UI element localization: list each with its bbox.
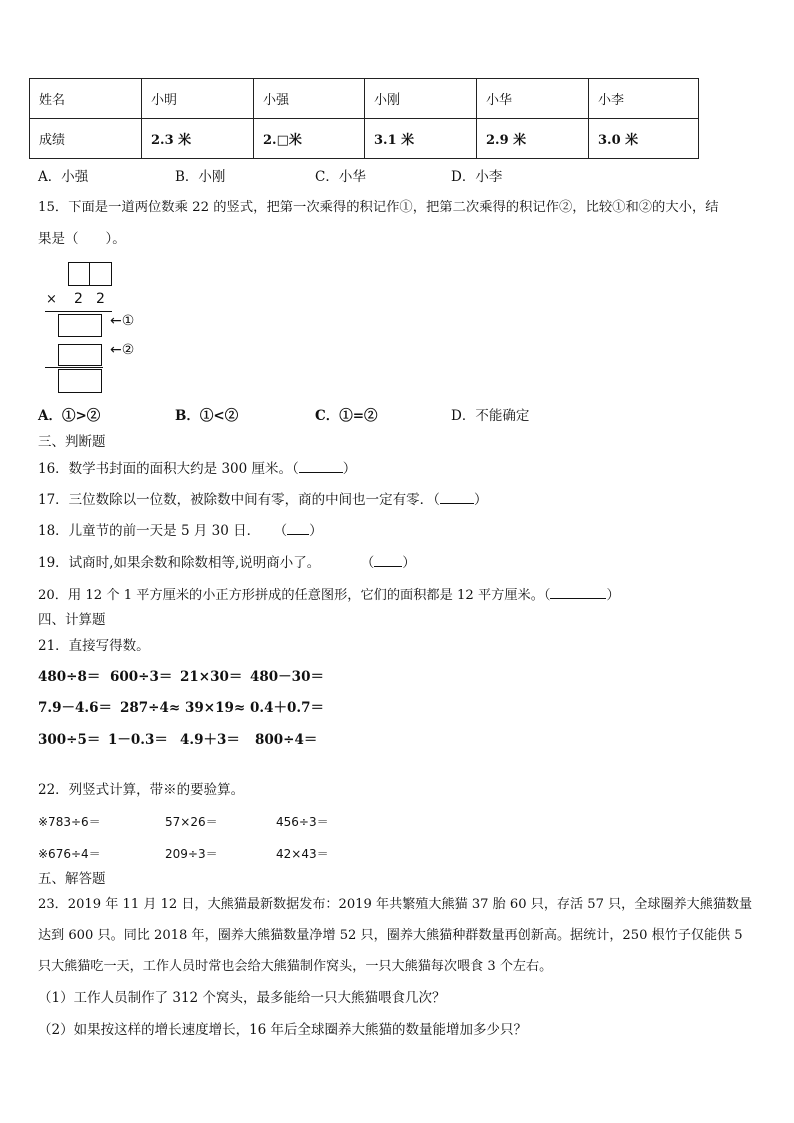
option-c: C．①=② (315, 408, 378, 424)
calc-item: 800÷4＝ (255, 732, 318, 748)
result-box (58, 369, 102, 393)
question-16: 16．数学书封面的面积大约是 300 厘米。（ ） (38, 458, 356, 479)
calc-item: 21×30＝ (180, 669, 243, 685)
vertical-calc-item: 42×43＝ (276, 847, 329, 861)
calc-item: 1－0.3＝ (108, 732, 168, 748)
table-cell: 小刚 (365, 79, 477, 119)
calc-item: 7.9－4.6＝ (38, 700, 112, 716)
calc-item: 287÷4≈ (120, 700, 181, 716)
product-box-2 (58, 344, 102, 366)
vertical-calc-item: ※783÷6＝ (38, 815, 101, 829)
table-cell: 2.3 米 (142, 119, 254, 159)
digit-box (89, 262, 112, 286)
option-d: D．不能确定 (451, 408, 530, 424)
section-3-title: 三、判断题 (38, 434, 106, 450)
multiplier-digit: 2 (96, 291, 105, 307)
multiplier-digit: 2 (74, 291, 83, 307)
question-23-part1: （1）工作人员制作了 312 个窝头，最多能给一只大熊猫喂食几次？ (38, 990, 446, 1006)
question-22: 22．列竖式计算，带※的要验算。 (38, 782, 245, 798)
digit-box (68, 262, 90, 286)
table-cell: 小李 (589, 79, 699, 119)
question-23-line3: 只大熊猫吃一天，工作人员时常也会给大熊猫制作窝头，一只大熊猫每次喂食 3 个左右。 (38, 959, 553, 974)
table-cell: 2.9 米 (477, 119, 589, 159)
vertical-calc-item: 209÷3＝ (165, 847, 218, 861)
table-cell: 成绩 (30, 119, 142, 159)
table-cell: 小华 (477, 79, 589, 119)
question-15-line2: 果是（ ）。 (38, 231, 126, 247)
score-table (29, 78, 699, 159)
table-cell: 3.1 米 (365, 119, 477, 159)
calc-item: 4.9＋3＝ (180, 732, 240, 748)
calc-item: 0.4＋0.7＝ (250, 700, 324, 716)
question-21: 21．直接写得数。 (38, 638, 150, 654)
table-cell: 小强 (254, 79, 365, 119)
option-a: A．小强 (38, 169, 89, 185)
table-row (30, 79, 699, 119)
answer-blank[interactable] (374, 552, 402, 567)
answer-blank[interactable] (287, 520, 309, 535)
calc-item: 480÷8＝ (38, 669, 101, 685)
question-15-line1: 15．下面是一道两位数乘 22 的竖式，把第一次乘得的积记作①，把第二次乘得的积记作②，比较①和②的大小，结 (38, 200, 719, 215)
option-a: A．①>② (38, 408, 101, 424)
calc-item: 600÷3＝ (110, 669, 173, 685)
vertical-calc-item: ※676÷4＝ (38, 847, 101, 861)
answer-blank[interactable] (299, 458, 343, 473)
table-cell: 3.0 米 (589, 119, 699, 159)
product-box-1 (58, 314, 102, 337)
answer-blank[interactable] (550, 584, 606, 599)
question-19: 19．试商时,如果余数和除数相等,说明商小了。 （ ） (38, 552, 416, 573)
arrow-label-1: ←① (110, 313, 135, 329)
option-b: B．①<② (175, 408, 239, 424)
answer-blank[interactable] (440, 489, 474, 504)
section-5-title: 五、解答题 (38, 871, 106, 887)
divider-line (45, 367, 103, 368)
table-cell: 小明 (142, 79, 254, 119)
question-18: 18．儿童节的前一天是 5 月 30 日． （ ） (38, 520, 323, 541)
question-23-line1: 23．2019 年 11 月 12 日，大熊猫最新数据发布：2019 年共繁殖大熊猫 37 胎 60 只，存活 57 只，全球圈养大熊猫数量 (38, 897, 753, 912)
arrow-label-2: ←② (110, 342, 135, 358)
vertical-calc-item: 456÷3＝ (276, 815, 329, 829)
option-b: B．小刚 (175, 169, 226, 185)
vertical-calc-item: 57×26＝ (165, 815, 218, 829)
table-cell: 姓名 (30, 79, 142, 119)
option-d: D．小李 (451, 169, 503, 185)
table-row (30, 119, 699, 159)
times-sign: × (46, 292, 57, 307)
option-c: C．小华 (315, 169, 366, 185)
calc-item: 300÷5＝ (38, 732, 101, 748)
question-20: 20．用 12 个 1 平方厘米的小正方形拼成的任意图形，它们的面积都是 12 平方厘米。（ ） (38, 584, 620, 606)
question-23-line2: 达到 600 只。同比 2018 年，圈养大熊猫数量净增 52 只，圈养大熊猫种群数量再创新高。据统计，250 根竹子仅能供 5 (38, 928, 743, 943)
table-cell: 2.□米 (254, 119, 365, 159)
divider-line (45, 311, 112, 312)
calc-item: 480－30＝ (250, 669, 324, 685)
question-17: 17．三位数除以一位数，被除数中间有零，商的中间也一定有零．（ ） (38, 489, 487, 510)
section-4-title: 四、计算题 (38, 612, 106, 628)
question-23-part2: （2）如果按这样的增长速度增长，16 年后全球圈养大熊猫的数量能增加多少只？ (38, 1022, 528, 1038)
calc-item: 39×19≈ (185, 700, 246, 716)
